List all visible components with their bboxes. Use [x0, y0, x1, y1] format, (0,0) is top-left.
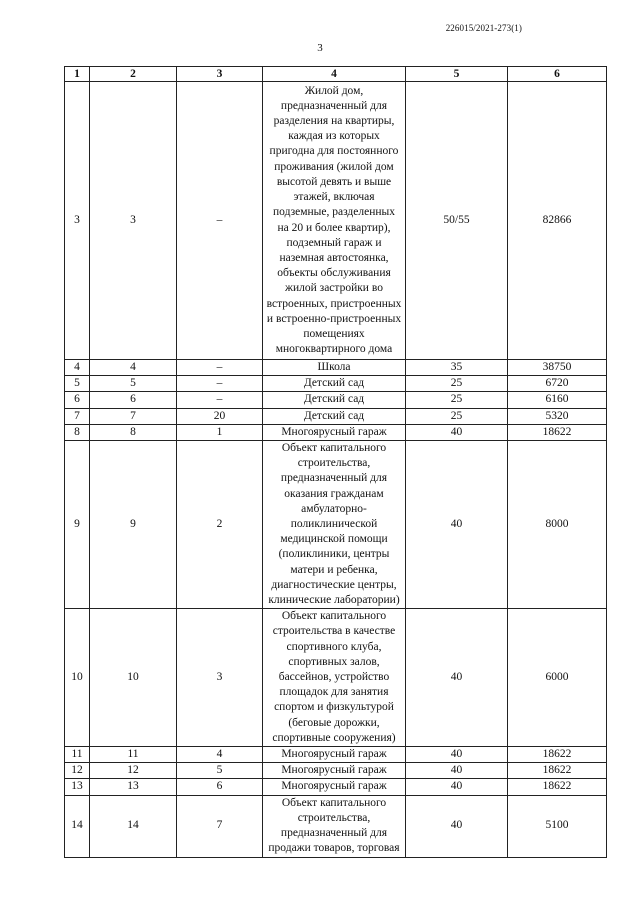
- table-cell: 4: [90, 360, 177, 376]
- table-cell: 3: [90, 82, 177, 360]
- table-row: [65, 408, 607, 424]
- table-cell: 40: [406, 609, 508, 747]
- table-cell: 14: [90, 795, 177, 857]
- table-row: [65, 82, 607, 360]
- table-cell: 12: [90, 763, 177, 779]
- table-cell: 7: [65, 408, 90, 424]
- table-row: [65, 763, 607, 779]
- table-cell: 5: [177, 763, 263, 779]
- table-cell: 18622: [508, 747, 607, 763]
- table-cell: –: [177, 82, 263, 360]
- table-cell: Детский сад: [263, 376, 406, 392]
- table-cell: 5320: [508, 408, 607, 424]
- table-row: [65, 376, 607, 392]
- table-cell: Жилой дом, предназначенный для разделения на квартиры, каждая из которых пригодна для постоянного проживания (жилой дом высотой девять и выше этажей, включая подземные, разделенных на 20 и более квартир), подземный гараж и наземная автостоянка, объекты обслуживания жилой застройки во встроенных, пристроенных и встроенно-пристроенных помещениях многоквартирного дома: [263, 82, 406, 360]
- table-cell: 6: [90, 392, 177, 408]
- table-cell: 8: [65, 424, 90, 440]
- table-cell: 6: [65, 392, 90, 408]
- table-cell: 3: [65, 82, 90, 360]
- table-cell: 6000: [508, 609, 607, 747]
- table-cell: 1: [177, 424, 263, 440]
- table-cell: 38750: [508, 360, 607, 376]
- table-row: [65, 360, 607, 376]
- table-cell: 20: [177, 408, 263, 424]
- table-cell: 11: [65, 747, 90, 763]
- column-header: 2: [90, 67, 177, 82]
- table-row: [65, 392, 607, 408]
- table-cell: Объект капитального строительства, предназначенный для оказания гражданам амбулаторно-поликлинической медицинской помощи (поликлиники, центры матери и ребенка, диагностические центры, клинические лаборатории): [263, 441, 406, 609]
- table-cell: 25: [406, 376, 508, 392]
- table-cell: 13: [65, 779, 90, 795]
- table-row: [65, 441, 607, 609]
- table-cell: 12: [65, 763, 90, 779]
- table-cell: 10: [65, 609, 90, 747]
- table-cell: 9: [90, 441, 177, 609]
- table-cell: 2: [177, 441, 263, 609]
- table-cell: 11: [90, 747, 177, 763]
- table-cell: Многоярусный гараж: [263, 424, 406, 440]
- table-cell: 40: [406, 441, 508, 609]
- page-number: 3: [317, 42, 323, 54]
- table-row: [65, 795, 607, 857]
- table-cell: Многоярусный гараж: [263, 747, 406, 763]
- table-cell: 50/55: [406, 82, 508, 360]
- table-cell: 3: [177, 609, 263, 747]
- table-cell: 40: [406, 779, 508, 795]
- table-cell: 8000: [508, 441, 607, 609]
- table-cell: 9: [65, 441, 90, 609]
- table-cell: –: [177, 392, 263, 408]
- table-row: [65, 747, 607, 763]
- table-cell: 5: [90, 376, 177, 392]
- table-cell: 14: [65, 795, 90, 857]
- table-cell: 6160: [508, 392, 607, 408]
- column-header: 4: [263, 67, 406, 82]
- table-cell: 18622: [508, 779, 607, 795]
- column-header: 5: [406, 67, 508, 82]
- table-cell: 5100: [508, 795, 607, 857]
- table-cell: 18622: [508, 763, 607, 779]
- table-cell: Объект капитального строительства в качестве спортивного клуба, спортивных залов, бассейнов, устройство площадок для занятия спортом и физкультурой (беговые дорожки, спортивные сооружения): [263, 609, 406, 747]
- table-cell: 25: [406, 392, 508, 408]
- table-cell: Многоярусный гараж: [263, 779, 406, 795]
- table-cell: –: [177, 376, 263, 392]
- document-number: 226015/2021-273(1): [445, 23, 522, 33]
- table-cell: Многоярусный гараж: [263, 763, 406, 779]
- column-header: 1: [65, 67, 90, 82]
- table-cell: 40: [406, 763, 508, 779]
- table-cell: 18622: [508, 424, 607, 440]
- table-cell: 10: [90, 609, 177, 747]
- table-cell: 40: [406, 795, 508, 857]
- column-header: 3: [177, 67, 263, 82]
- table-header-row: [65, 67, 607, 82]
- table-cell: 6: [177, 779, 263, 795]
- table-cell: 40: [406, 747, 508, 763]
- column-header: 6: [508, 67, 607, 82]
- table-cell: 7: [90, 408, 177, 424]
- table-cell: 82866: [508, 82, 607, 360]
- table-cell: 7: [177, 795, 263, 857]
- data-table: [64, 66, 607, 858]
- table-cell: Детский сад: [263, 408, 406, 424]
- table-cell: Школа: [263, 360, 406, 376]
- table-cell: 4: [177, 747, 263, 763]
- table-cell: 8: [90, 424, 177, 440]
- table-cell: 40: [406, 424, 508, 440]
- table-cell: 5: [65, 376, 90, 392]
- table-cell: –: [177, 360, 263, 376]
- table-cell: 25: [406, 408, 508, 424]
- table-row: [65, 609, 607, 747]
- table-cell: Объект капитального строительства, предназначенный для продажи товаров, торговая: [263, 795, 406, 857]
- table-cell: Детский сад: [263, 392, 406, 408]
- table-cell: 13: [90, 779, 177, 795]
- table-row: [65, 779, 607, 795]
- table-cell: 35: [406, 360, 508, 376]
- table-row: [65, 424, 607, 440]
- table-cell: 4: [65, 360, 90, 376]
- table-cell: 6720: [508, 376, 607, 392]
